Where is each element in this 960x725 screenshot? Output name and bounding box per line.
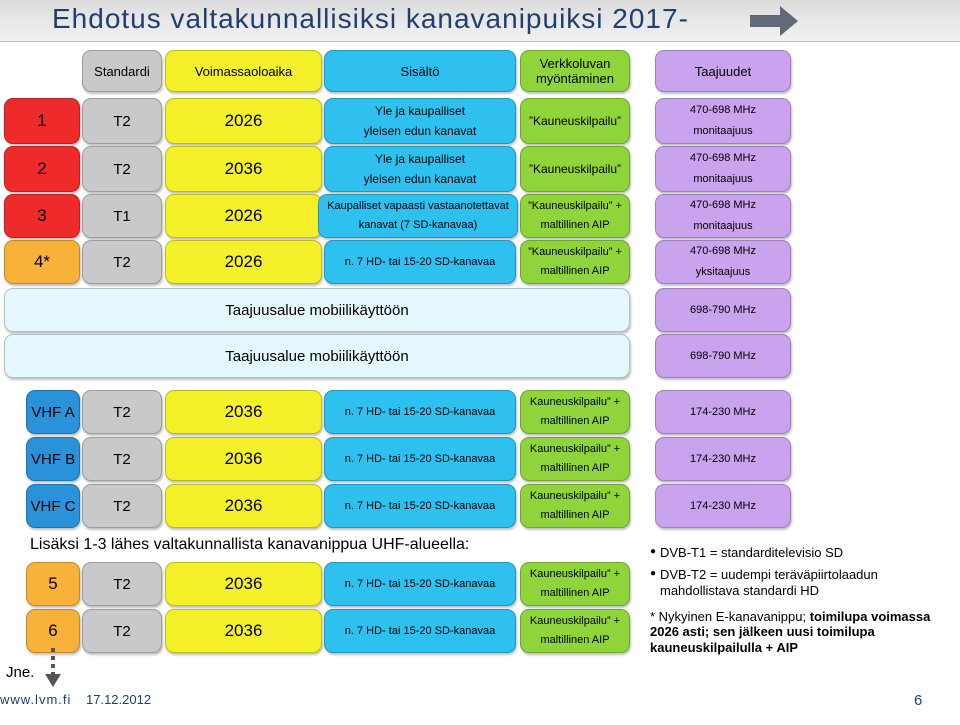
row-standard: T2	[82, 240, 162, 284]
row-content: Yle ja kaupalliset yleisen edun kanavat	[324, 98, 516, 144]
row-standard: T2	[82, 484, 162, 528]
row-validity: 2036	[165, 146, 322, 192]
row-standard: T2	[82, 562, 162, 606]
row-validity: 2036	[165, 562, 322, 606]
row-validity: 2036	[165, 437, 322, 481]
header-content: Sisältö	[324, 50, 516, 92]
row-grant: ”Kauneuskilpailu” + maltillinen AIP	[520, 240, 630, 284]
row-number-1: 1	[4, 98, 80, 144]
arrow-right-icon	[750, 6, 798, 36]
note-e-multiplex: * Nykyinen E-kanavanippu; toimilupa voimassa 2026 asti; sen jälkeen uusi toimilupa kauneuskilpailulla + AIP	[650, 608, 931, 656]
row-grant: Kauneuskilpailu” + maltillinen AIP	[520, 437, 630, 481]
row-standard: T2	[82, 609, 162, 653]
mobile-band-1-frequency: 698-790 MHz	[655, 288, 791, 332]
row-frequency: 470-698 MHz yksitaajuus	[655, 240, 791, 284]
header-validity: Voimassaoloaika	[165, 50, 322, 92]
extra-heading: Lisäksi 1-3 lähes valtakunnallista kanavanippua UHF-alueella:	[30, 536, 470, 553]
footer-date: 17.12.2012	[86, 692, 152, 707]
mobile-band-2: Taajuusalue mobiilikäyttöön	[4, 334, 630, 378]
header-standard: Standardi	[82, 50, 162, 92]
row-validity: 2026	[165, 194, 322, 238]
row-content: n. 7 HD- tai 15-20 SD-kanavaa	[324, 437, 516, 481]
row-grant: ”Kauneuskilpailu”	[520, 146, 630, 192]
row-grant: ”Kauneuskilpailu” + maltillinen AIP	[520, 194, 630, 238]
row-frequency: 174-230 MHz	[655, 390, 791, 434]
notes	[650, 545, 950, 662]
row-content: n. 7 HD- tai 15-20 SD-kanavaa	[324, 562, 516, 606]
row-frequency: 470-698 MHz monitaajuus	[655, 194, 791, 238]
footer-url: www.lvm.fi	[0, 692, 72, 707]
bullet-icon: ●	[650, 567, 657, 579]
row-standard: T2	[82, 146, 162, 192]
row-content: n. 7 HD- tai 15-20 SD-kanavaa	[324, 609, 516, 653]
mobile-band-2-frequency: 698-790 MHz	[655, 334, 791, 378]
row-grant: Kauneuskilpailu” + maltillinen AIP	[520, 390, 630, 434]
row-validity: 2036	[165, 390, 322, 434]
row-content: Kaupalliset vapaasti vastaanotettavat kanavat (7 SD-kanavaa)	[318, 194, 518, 238]
row-validity: 2036	[165, 484, 322, 528]
row-content: n. 7 HD- tai 15-20 SD-kanavaa	[324, 390, 516, 434]
row-content: n. 7 HD- tai 15-20 SD-kanavaa	[324, 484, 516, 528]
row-number-vhf-c: VHF C	[26, 484, 80, 528]
bullet-icon: ●	[650, 546, 657, 557]
row-number-5: 5	[26, 562, 80, 606]
row-frequency: 470-698 MHz monitaajuus	[655, 98, 791, 144]
row-validity: 2026	[165, 98, 322, 144]
note-dvb-t2: ● DVB-T2 = uudempi teräväpiirtolaadun mahdollistava standardi HD	[650, 566, 878, 598]
slide-title: Ehdotus valtakunnallisiksi kanavanipuiksi 2017-	[52, 3, 689, 34]
row-frequency: 174-230 MHz	[655, 484, 791, 528]
row-validity: 2026	[165, 240, 322, 284]
row-number-2: 2	[4, 146, 80, 192]
ellipsis-label: Jne.	[6, 664, 35, 681]
row-content: n. 7 HD- tai 15-20 SD-kanavaa	[324, 240, 516, 284]
row-standard: T2	[82, 98, 162, 144]
row-validity: 2036	[165, 609, 322, 653]
note-dvb-t1: ● DVB-T1 = standarditelevisio SD	[650, 545, 844, 560]
header-network-grant: Verkkoluvan myöntäminen	[520, 50, 630, 92]
row-content: Yle ja kaupalliset yleisen edun kanavat	[324, 146, 516, 192]
mobile-band-1: Taajuusalue mobiilikäyttöön	[4, 288, 630, 332]
row-number-3: 3	[4, 194, 80, 238]
row-grant: Kauneuskilpailu” + maltillinen AIP	[520, 484, 630, 528]
row-grant: Kauneuskilpailu” + maltillinen AIP	[520, 562, 630, 606]
row-standard: T2	[82, 437, 162, 481]
row-grant: ”Kauneuskilpailu”	[520, 98, 630, 144]
row-standard: T2	[82, 390, 162, 434]
row-number-vhf-a: VHF A	[26, 390, 80, 434]
page-number: 6	[914, 692, 923, 709]
arrow-down-icon	[44, 648, 62, 688]
header-frequency: Taajuudet	[655, 50, 791, 92]
row-standard: T1	[82, 194, 162, 238]
row-number-4: 4*	[4, 240, 80, 284]
row-frequency: 174-230 MHz	[655, 437, 791, 481]
row-grant: Kauneuskilpailu” + maltillinen AIP	[520, 609, 630, 653]
row-frequency: 470-698 MHz monitaajuus	[655, 146, 791, 192]
row-number-vhf-b: VHF B	[26, 437, 80, 481]
row-number-6: 6	[26, 609, 80, 653]
